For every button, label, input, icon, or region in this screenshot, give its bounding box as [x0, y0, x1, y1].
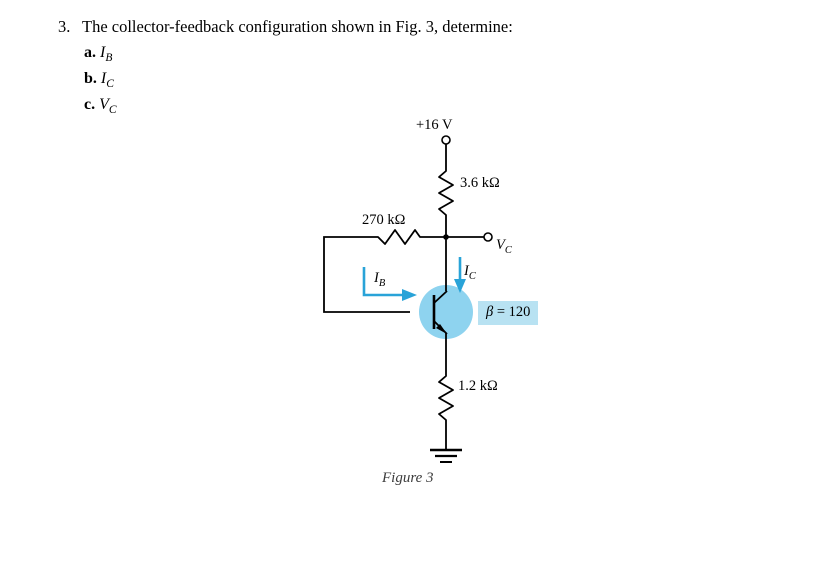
question-number: 3.: [58, 17, 71, 36]
subpart-a: [84, 41, 658, 67]
wire-feedback-to-base: [324, 237, 410, 312]
subpart-a-label: a.: [84, 44, 96, 62]
ic-subscript: C: [468, 270, 476, 282]
vc-subscript: C: [504, 244, 512, 256]
subpart-b: [84, 67, 658, 93]
beta-value: = 120: [496, 304, 531, 320]
question-line: [58, 16, 658, 38]
re-value-label: 1.2 kΩ: [458, 378, 498, 394]
question-text: The collector-feedback configuration shown in Fig. 3, determine:: [82, 17, 513, 36]
subpart-b-subscript: C: [106, 78, 114, 91]
ic-symbol: I: [464, 263, 469, 279]
subpart-a-subscript: B: [105, 52, 113, 65]
supply-terminal-node: [442, 136, 450, 144]
resistor-rb: [372, 230, 426, 244]
subpart-b-label: b.: [84, 70, 97, 88]
ib-subscript: B: [378, 277, 386, 289]
ib-symbol: I: [374, 270, 379, 286]
vc-output-terminal: [484, 233, 492, 241]
beta-value-box: [478, 301, 538, 325]
rb-value-label: 270 kΩ: [362, 212, 406, 228]
vc-symbol: V: [496, 237, 505, 253]
subpart-c-label: c.: [84, 96, 96, 114]
supply-voltage-label: +16 V: [416, 117, 453, 133]
subpart-c-symbol: V: [99, 96, 109, 114]
subpart-b-symbol: I: [100, 70, 107, 88]
ic-label: [464, 263, 476, 282]
question-block: [58, 16, 658, 119]
resistor-rc: [439, 165, 453, 237]
ib-label: [374, 270, 385, 289]
question-subparts: [84, 41, 658, 119]
subpart-c-subscript: C: [108, 104, 117, 117]
subpart-a-symbol: I: [100, 44, 106, 62]
resistor-re: [439, 370, 453, 450]
ib-current-arrowhead: [402, 289, 417, 301]
beta-symbol: β: [486, 304, 494, 320]
figure-caption: Figure 3: [382, 470, 434, 486]
vc-label: [496, 237, 512, 256]
circuit-figure: [300, 115, 630, 515]
rc-value-label: 3.6 kΩ: [460, 175, 500, 191]
